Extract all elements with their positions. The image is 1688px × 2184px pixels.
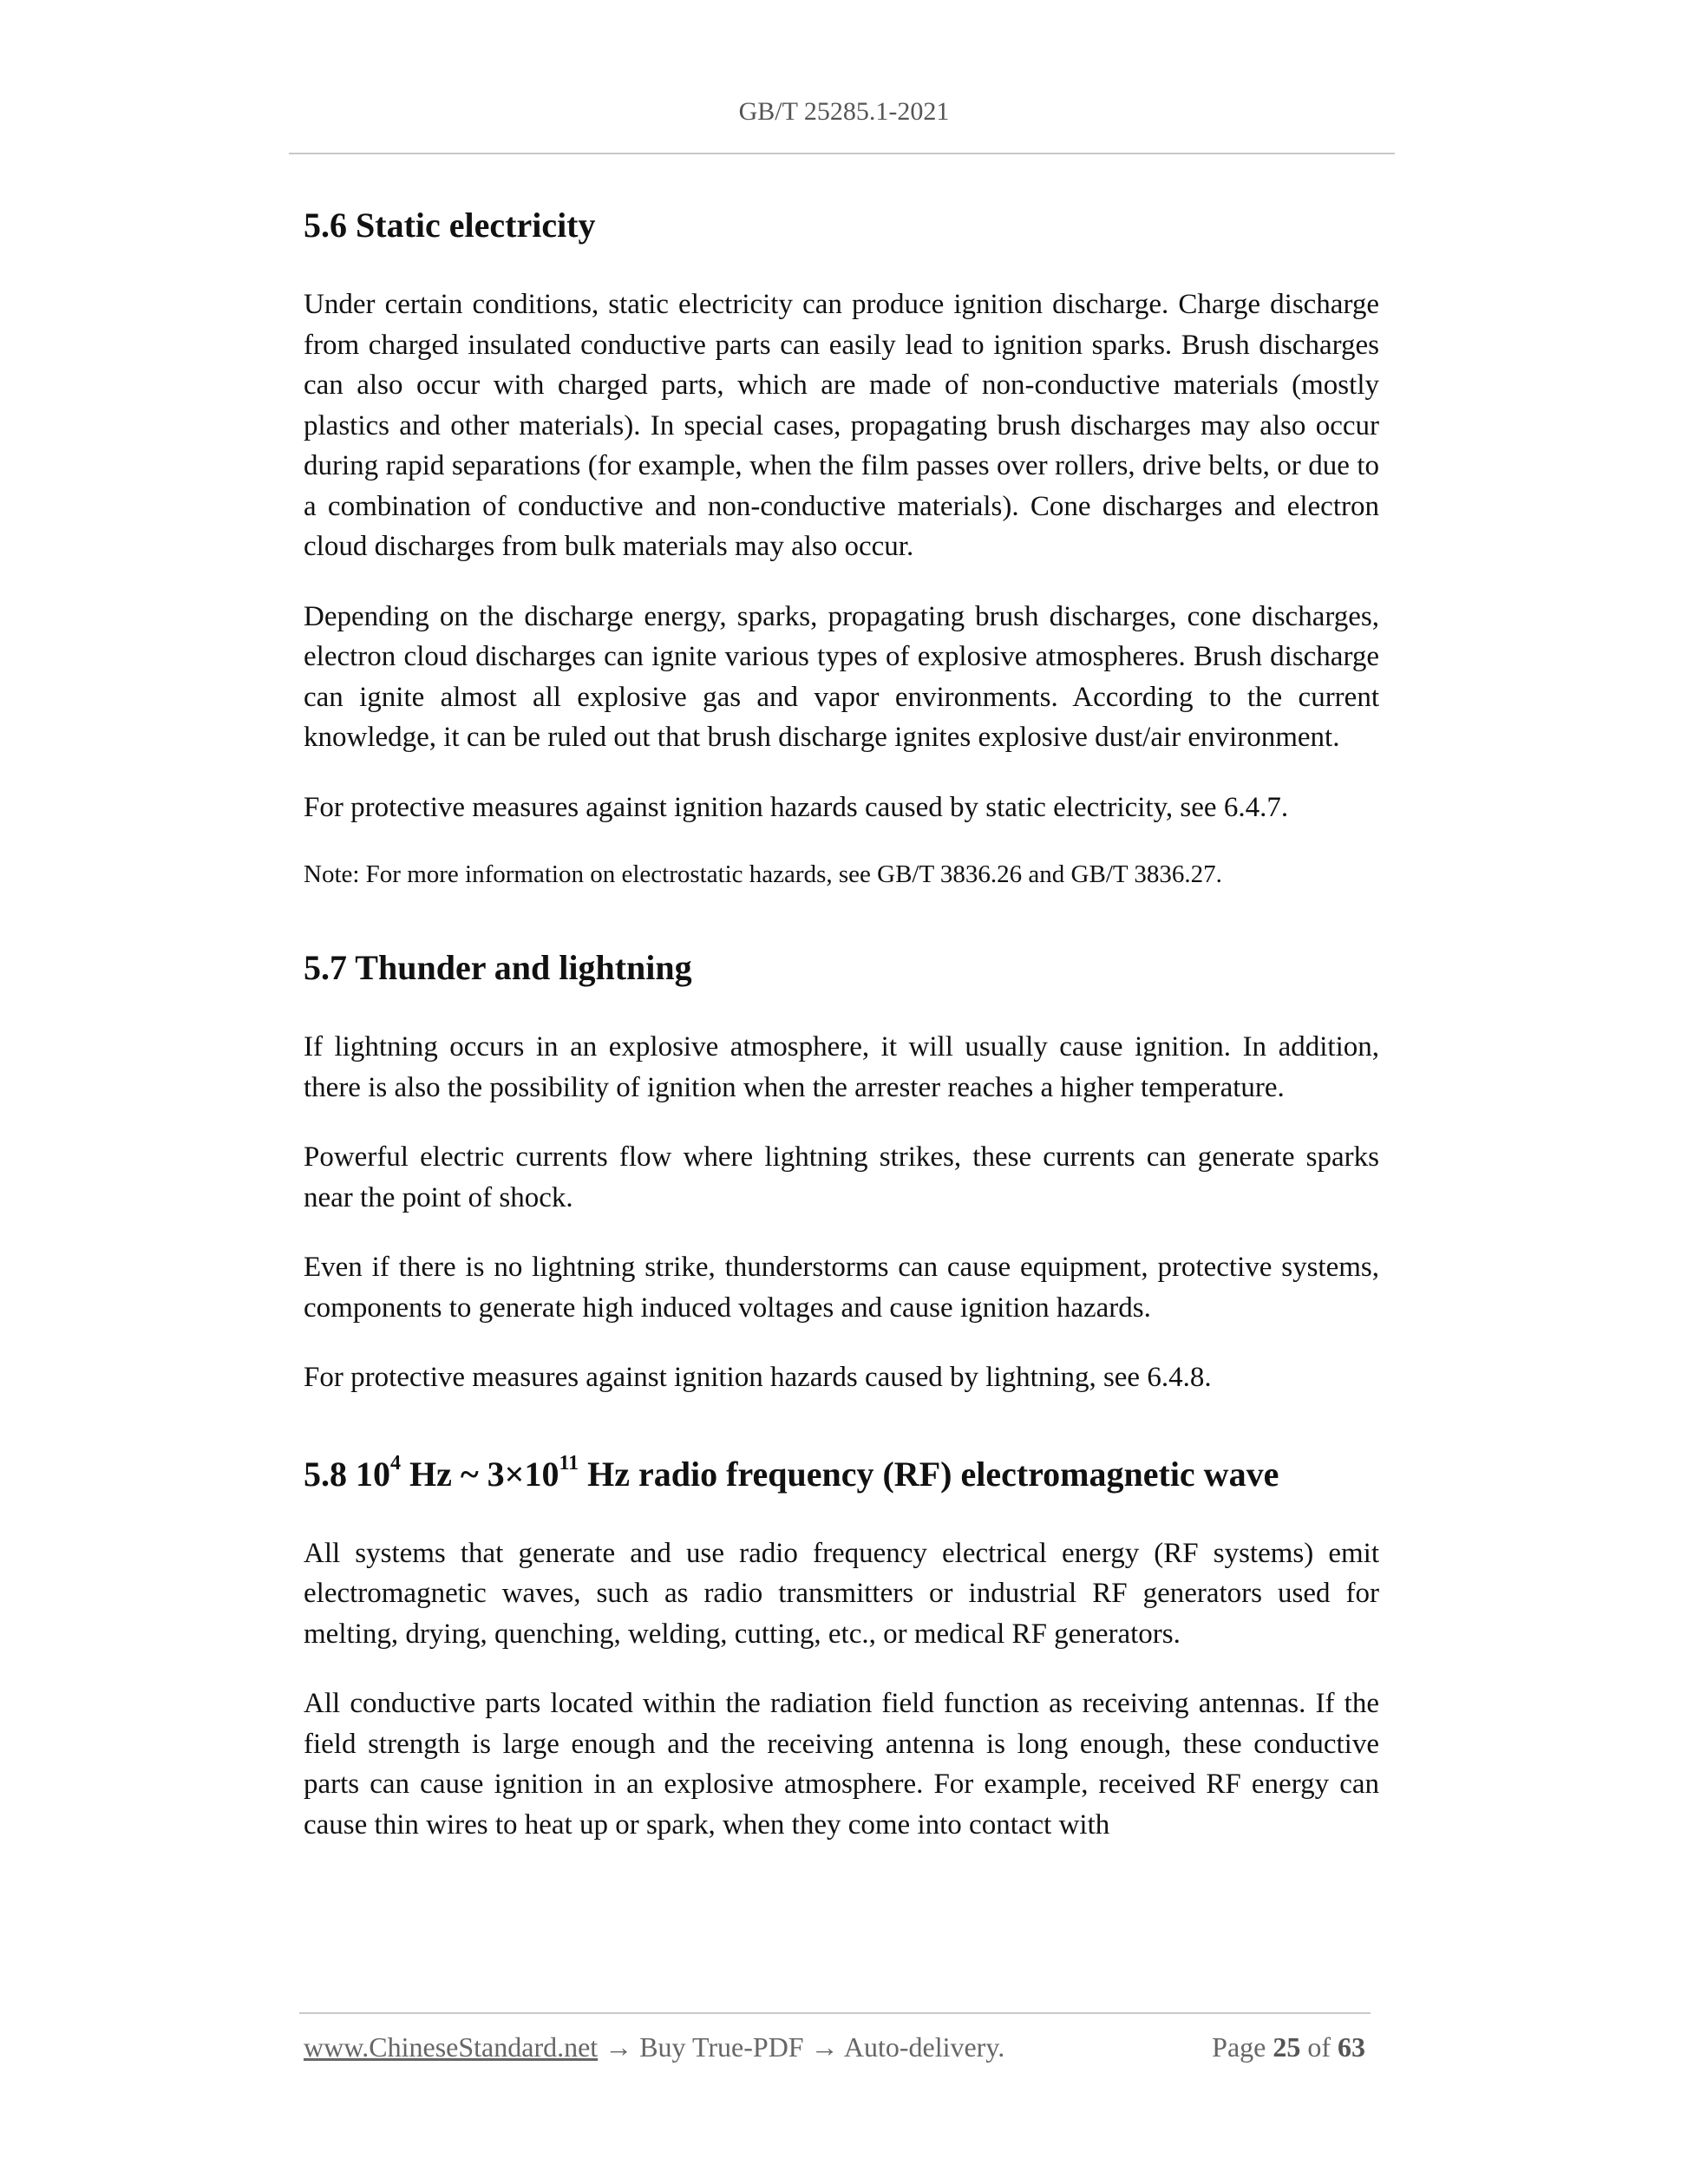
page-counter	[1212, 2031, 1365, 2063]
total-pages: 63	[1338, 2031, 1365, 2063]
delivery-text: Auto-delivery.	[843, 2031, 1005, 2063]
paragraph: If lightning occurs in an explosive atmosphere, it will usually cause ignition. In addition, there is also the possibility of ignition when the arrester reaches a higher temperature.	[304, 1031, 1379, 1103]
paragraph: All conductive parts located within the radiation field function as receiving antennas. If the field strength is large enough and the receiving antenna is long enough, these conductive parts can cause ignition in an explosive atmosphere. For example, received RF energy can cause thin wires to heat up or spark, when they come into contact with	[304, 1688, 1379, 1841]
footer-divider	[299, 2012, 1371, 2014]
paragraph: For protective measures against ignition hazards caused by static electricity, see 6.4.7.	[304, 791, 1289, 823]
superscript: 4	[390, 1452, 401, 1475]
paragraph: Even if there is no lightning strike, thunderstorms can cause equipment, protective systems, components to generate high induced voltages and cause ignition hazards.	[304, 1252, 1379, 1324]
note: Note: For more information on electrostatic hazards, see GB/T 3836.26 and GB/T 3836.27.	[304, 860, 1222, 888]
page-header: GB/T 25285.1-2021	[738, 97, 950, 126]
paragraph: All systems that generate and use radio frequency electrical energy (RF systems) emit electromagnetic waves, such as radio transmitters or industrial RF generators used for melting, drying, quenching, welding, cutting, etc., or medical RF generators.	[304, 1537, 1379, 1650]
page-number: 25	[1273, 2031, 1301, 2063]
footer-links	[304, 2031, 1004, 2063]
superscript: 11	[559, 1452, 579, 1475]
heading-text: 5.8 10	[304, 1454, 390, 1494]
heading-text: Hz ~ 3×10	[401, 1454, 559, 1494]
section-5-6	[304, 201, 1379, 892]
document-body	[304, 201, 1379, 1874]
section-5-7	[304, 944, 1379, 1398]
page-label: Page	[1212, 2031, 1266, 2063]
section-heading: 5.7 Thunder and lightning	[304, 948, 692, 987]
section-heading	[304, 1450, 1379, 1499]
site-link[interactable]: www.ChineseStandard.net	[304, 2031, 599, 2063]
of-label: of	[1307, 2031, 1331, 2063]
section-5-8	[304, 1450, 1379, 1846]
section-heading: 5.6 Static electricity	[304, 206, 596, 245]
paragraph: Powerful electric currents flow where lightning strikes, these currents can generate sparks near the point of shock.	[304, 1141, 1379, 1213]
paragraph: Under certain conditions, static electricity can produce ignition discharge. Charge discharge from charged insulated conductive parts can easily lead to ignition sparks. Brush discharges can also occur with charged parts, which are made of non-conductive materials (mostly plastics and other materials). In special cases, propagating brush discharges may also occur during rapid separations (for example, when the film passes over rollers, drive belts, or due to a combination of conductive and non-conductive materials). Cone discharges and electron cloud discharges from bulk materials may also occur.	[304, 289, 1379, 562]
arrow-icon: →	[803, 2031, 844, 2063]
paragraph: For protective measures against ignition hazards caused by lightning, see 6.4.8.	[304, 1362, 1212, 1393]
header-divider	[289, 153, 1395, 154]
arrow-icon: →	[598, 2031, 640, 2063]
paragraph: Depending on the discharge energy, sparks, propagating brush discharges, cone discharges, electron cloud discharges can ignite various types of explosive atmospheres. Brush discharge can ignite almost all explosive gas and vapor environments. According to the current knowledge, it can be ruled out that brush discharge ignites explosive dust/air environment.	[304, 600, 1379, 753]
heading-text: Hz radio frequency (RF) electromagnetic wave	[579, 1454, 1279, 1494]
buy-pdf-link[interactable]: Buy True-PDF	[639, 2031, 804, 2063]
